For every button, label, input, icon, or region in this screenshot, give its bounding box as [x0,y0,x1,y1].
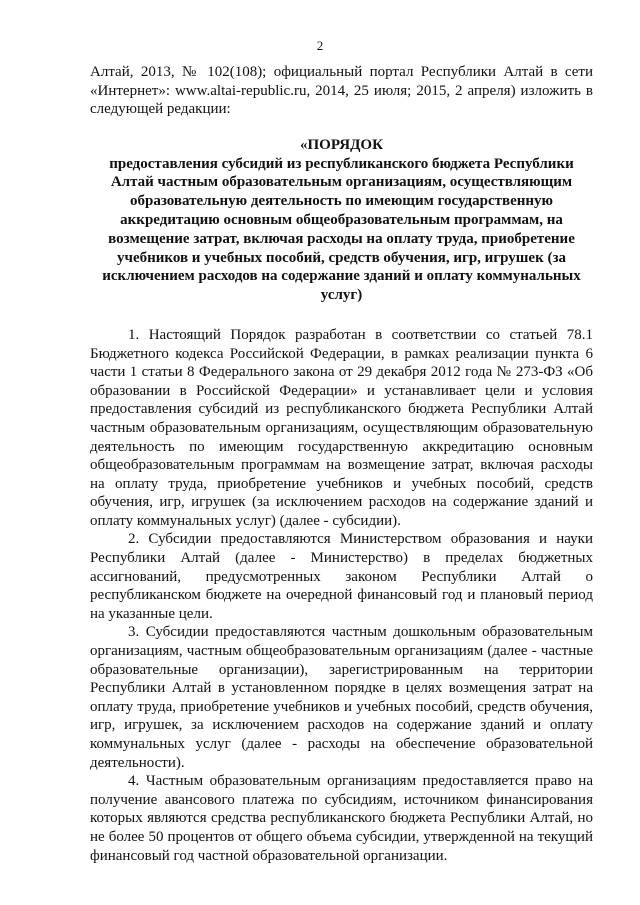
title-heading: «ПОРЯДОК [300,136,383,153]
page-number: 2 [316,38,324,53]
title-subtitle: предоставления субсидий из республиканского бюджета Республики Алтай частным образовательным организациям, осуществляющим образовательную деятельность по имеющим государственную аккредитацию основным общеобразовательным программам, на возмещение затрат, включая расходы на оплату труда, приобретение учебников и учебных пособий, средств обучения, игр, игрушек (за исключением расходов на содержание зданий и оплату коммунальных услуг) [102,155,581,304]
intro-paragraph: Алтай, 2013, № 102(108); официальный портал Республики Алтай в сети «Интернет»: www.altai-republic.ru, 2014, 25 июля; 2015, 2 апреля) изложить в следующей редакции: [90,64,593,118]
title-block [90,136,593,305]
document-body [90,63,593,865]
paragraph-3: 3. Субсидии предоставляются частным дошкольным образовательным организациям, частным общеобразовательным организациям (далее - частные образовательные организации), зарегистрированным на территории Республики Алтай в установленном порядке в целях возмещения затрат на оплату труда, приобретение учебников и учебных пособий, средств обучения, игр, игрушек, за исключением расходов на содержание зданий и оплату коммунальных услуг (далее - расходы на обеспечение образовательной деятельности). [90,624,593,771]
paragraph-4: 4. Частным образовательным организациям предоставляется право на получение авансового платежа по субсидиям, источником финансирования которых являются средства республиканского бюджета Республики Алтай, но не более 50 процентов от общего объема субсидии, утвержденной на текущий финансовый год частной образовательной организации. [90,773,593,864]
paragraph-2: 2. Субсидии предоставляются Министерством образования и науки Республики Алтай (далее - Министерство) в пределах бюджетных ассигнований, предусмотренных законом Республики Алтай о республиканском бюджете на очередной финансовый год и плановый период на указанные цели. [90,531,593,622]
paragraph-1: 1. Настоящий Порядок разработан в соответствии со статьей 78.1 Бюджетного кодекса Российской Федерации, в рамках реализации пункта 6 части 1 статьи 8 Федерального закона от 29 декабря 2012 года № 273-ФЗ «Об образовании в Российской Федерации» и устанавливает цели и условия предоставления субсидий из республиканского бюджета Республики Алтай частным образовательным организациям, осуществляющим образовательную деятельность по имеющим государственную аккредитацию основным общеобразовательным программам на возмещение затрат, включая расходы на оплату труда, приобретение учебников и учебных пособий, средств обучения, игр, игрушек (за исключением расходов на содержание зданий и оплату коммунальных услуг) (далее - субсидии). [90,326,593,529]
